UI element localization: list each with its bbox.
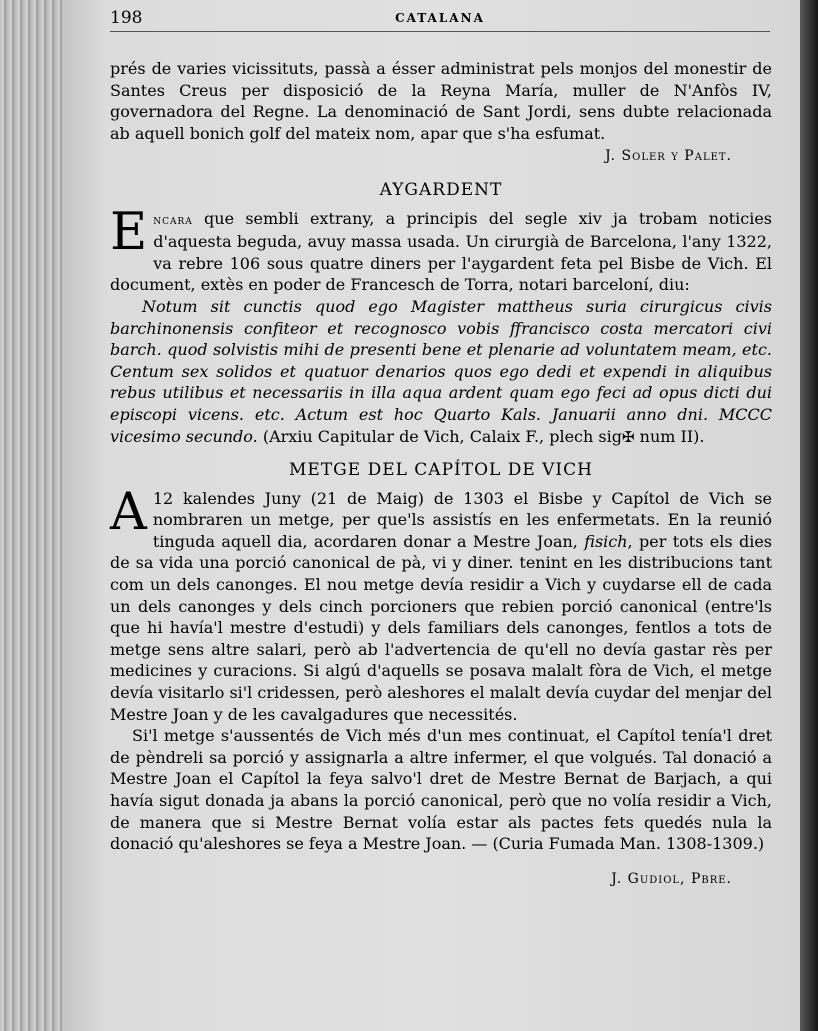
page-number: 198	[110, 8, 143, 28]
paragraph-continued: prés de varies vicissituts, passà a ésser administrat pels monjos del monestir de Santes Creus per disposició de la Reyna María, muller de N'Anfòs IV, governadora del Regne. La denominació de Sant Jordi, sens dubte relacionada ab aquell bonich golf del mateix nom, apar que s'ha esfumat.	[110, 59, 772, 143]
citation-text: (Arxiu Capitular de Vich, Calaix F., plech sig	[257, 426, 622, 446]
page-content	[110, 58, 772, 890]
heading-metge: METGE DEL CAPÍTOL DE VICH	[289, 460, 593, 481]
paragraph-metge-2: Si'l metge s'aussentés de Vich més d'un mes continuat, el Capítol tenía'l dret de pèndreli sa porció y assignarla a altre infermer, el que volgués. Tal donació a Mestre Joan el Capítol la feya salvo'l dret de Mestre Bernat de Barjach, a qui havía sigut donada ja abans la porció canonical, però que no volía residir a Vich, de manera que si Mestre Bernat volía estar als pactes fets quedés nula la donació qu'aleshores se feya a Mestre Joan. — (Curia Fumada Man. 1308-1309.)	[110, 726, 772, 854]
signature-soler: J. Soler y Palet.	[605, 148, 732, 165]
lead-smallcaps: ncara	[153, 212, 193, 228]
fisich-term: fisich	[584, 531, 628, 551]
header-rule	[110, 31, 770, 32]
aygardent-text: que sembli extrany, a principis del segle xiv ja trobam noticies d'aquesta beguda, avuy massa usada. Un cirurgià de Barcelona, l'any 1322, va rebre 106 sous quatre diners per l'aygardent feta pel Bisbe de Vich. El document, extès en poder de Francesch de Torra, notari barceloní, diu:	[110, 208, 772, 295]
metge-text-1-end: , per tots els dies de sa vida una porció canonical de pà, vi y diner. tenint en les distribucions tant com un dels canonges. El nou metge devía residir a Vich y cuydarse ell de cada un dels canonges y dels cinch porcioners que rebien porció canonical (entre'ls que hi havía'l mestre d'estudi) y dels familiars dels canonges, fentlos a tots de metge sens altre salari, però ab l'advertencia de qu'ell no devía gastar rès per medicines y curacions. Si algú d'aquells se posava malalt fòra de Vich, el metge devía visitarlo si'l cridessen, però aleshores el malalt devía cuydar del menjar del Mestre Joan y de les cavalgadures que necessités.	[110, 531, 773, 724]
dropcap-e: E	[110, 202, 148, 262]
latin-quote	[110, 296, 772, 448]
signature-gudiol: J. Gudiol, Pbre.	[611, 870, 732, 887]
paragraph-aygardent	[110, 202, 772, 296]
book-spine-shadow	[800, 0, 818, 1031]
latin-text: Notum sit cunctis quod ego Magister mattheus suria cirurgicus civis barchinonensis confiteor et recognosco vobis ffrancisco costa mercatori civi barch. quod solvistis mihi de presenti bene et plenarie ad voluntatem meam, etc. Centum sex solidos et quatuor denarios quos ego dedi et expendi in aliquibus rebus utilibus et necessariis in illa aqua ardent quam ego feci ad opus dicti dui episcopi vicens. etc. Actum est hoc Quarto Kals. Januarii anno dni. MCCC vicesimo secundo.	[110, 296, 772, 446]
citation-end: num II).	[634, 426, 705, 446]
running-head: CATALANA	[395, 11, 485, 25]
book-page-edges	[0, 0, 70, 1031]
paragraph-metge-1	[110, 482, 773, 726]
cross-icon: ✠	[621, 427, 635, 446]
heading-aygardent: AYGARDENT	[379, 179, 503, 200]
dropcap-a: A	[110, 482, 147, 542]
page-header	[110, 8, 770, 30]
metge-text-1: 12 kalendes Juny (21 de Maig) de 1303 el Bisbe y Capítol de Vich se nombraren un metge, per que'ls assistís en les enfermetats. En la reunió tinguda aquell dia, acordaren donar a Mestre Joan,	[152, 488, 772, 551]
